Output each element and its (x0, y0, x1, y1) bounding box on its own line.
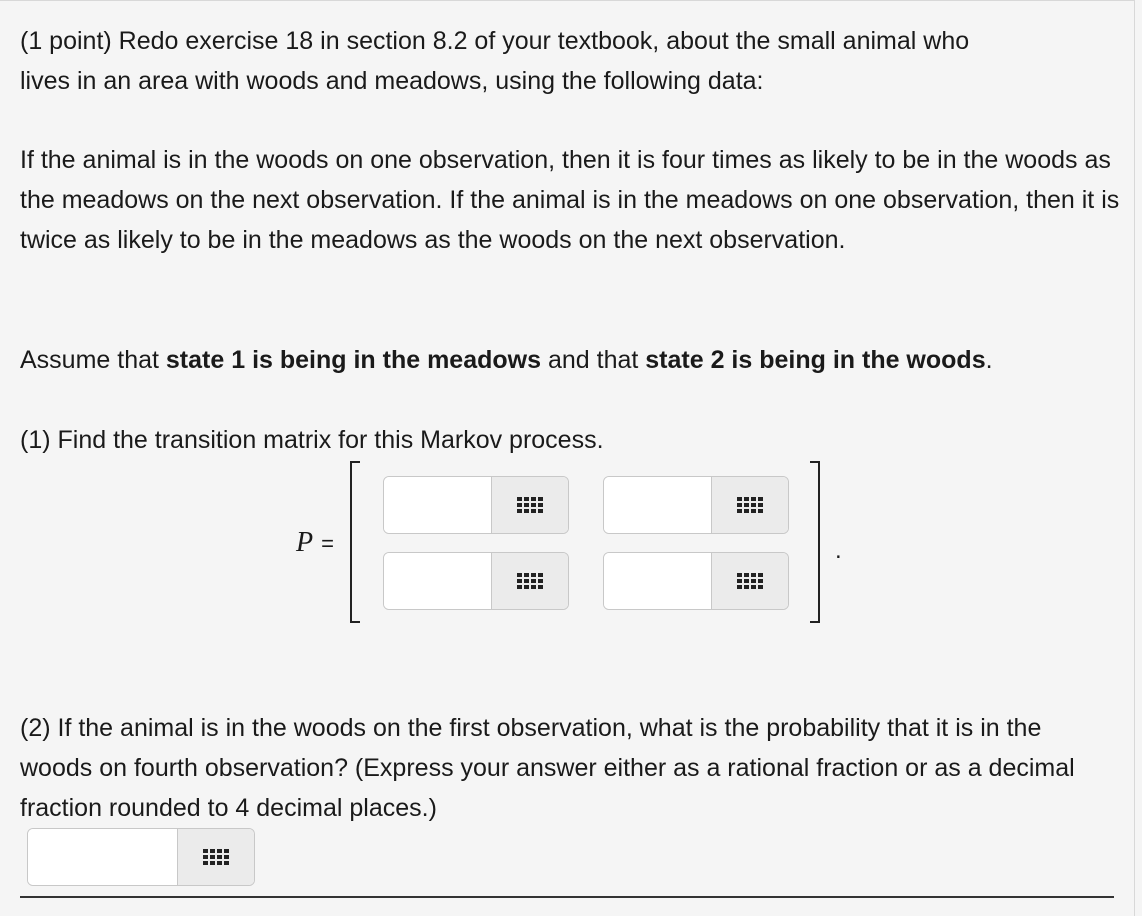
assumption-text (20, 340, 1120, 380)
matrix-right-bracket (810, 461, 820, 623)
grid-menu-icon (737, 573, 763, 589)
question-1-text: (1) Find the transition matrix for this Markov process. (20, 426, 604, 454)
state-1-definition: state 1 is being in the meadows (165, 346, 542, 374)
intro-line-2: lives in an area with woods and meadows, using the following data: (20, 67, 764, 95)
matrix-entry-1-1 (383, 476, 569, 534)
problem-data-text: If the animal is in the woods on one observation, then it is four times as likely to be in the woods as the meadows on the next observation. If the animal is in the meadows on one observation, then it is twice as likely to be in the meadows as the woods on the next observation. (20, 146, 1120, 254)
grid-menu-icon (203, 849, 229, 865)
matrix-entry-1-2-input[interactable] (604, 477, 711, 533)
problem-intro (20, 21, 1120, 101)
matrix-symbol: P (296, 527, 314, 558)
matrix-entry-2-2 (603, 552, 789, 610)
question-2-answer-menu-button[interactable] (177, 829, 254, 885)
matrix-entry-2-1 (383, 552, 569, 610)
question-2-text: (2) If the animal is in the woods on the first observation, what is the probability that it is in the woods on fourth observation? (Express your answer either as a rational fraction or as a decimal fraction rounded to 4 decimal places.) (20, 714, 1075, 822)
matrix-label (296, 527, 334, 559)
state-2-definition: state 2 is being in the woods (645, 346, 986, 374)
matrix-entry-1-1-input[interactable] (384, 477, 491, 533)
matrix-entry-1-2 (603, 476, 789, 534)
assume-prefix: Assume that (20, 346, 166, 374)
equals-sign: = (321, 531, 334, 556)
matrix-entry-1-2-menu-button[interactable] (711, 477, 788, 533)
grid-menu-icon (737, 497, 763, 513)
question-2-answer-input[interactable] (28, 829, 177, 885)
matrix-entry-2-1-menu-button[interactable] (491, 553, 568, 609)
question-2-answer (27, 828, 255, 886)
assume-mid: and that (541, 346, 646, 374)
matrix-left-bracket (350, 461, 360, 623)
bottom-divider (20, 896, 1114, 898)
matrix-period: . (835, 537, 842, 564)
intro-line-1: (1 point) Redo exercise 18 in section 8.2 of your textbook, about the small animal who (20, 27, 970, 55)
matrix-entry-2-2-input[interactable] (604, 553, 711, 609)
assume-suffix: . (985, 346, 993, 374)
grid-menu-icon (517, 573, 543, 589)
matrix-entry-2-1-input[interactable] (384, 553, 491, 609)
grid-menu-icon (517, 497, 543, 513)
matrix-entry-1-1-menu-button[interactable] (491, 477, 568, 533)
matrix-entry-2-2-menu-button[interactable] (711, 553, 788, 609)
